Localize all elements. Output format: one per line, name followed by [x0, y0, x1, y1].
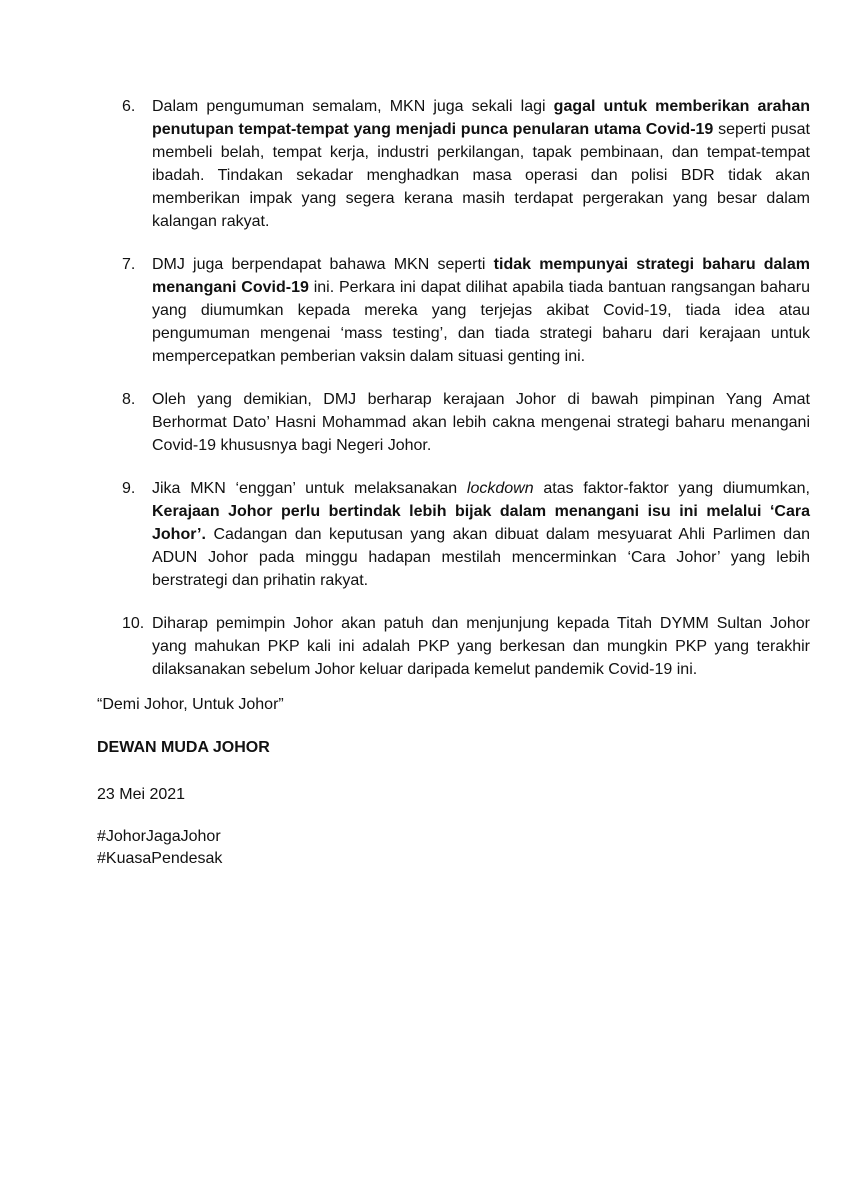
- item-text: DMJ juga berpendapat bahawa MKN seperti: [152, 256, 494, 273]
- organization-name: DEWAN MUDA JOHOR: [97, 739, 270, 756]
- item-number: 9.: [122, 480, 136, 497]
- item-number: 7.: [122, 256, 136, 273]
- list-item: [122, 388, 810, 457]
- list-item: [122, 612, 810, 681]
- bold-text: Kerajaan Johor perlu bertindak lebih bijak dalam menangani isu ini melalui ‘Cara Johor’.: [152, 503, 810, 543]
- item-number: 8.: [122, 391, 136, 408]
- bold-text: tidak mempunyai strategi baharu dalam menangani Covid-19: [152, 256, 811, 296]
- bold-text: gagal untuk memberikan arahan penutupan tempat-tempat yang menjadi punca penularan utama Covid-19: [152, 98, 811, 138]
- statement-list: [122, 95, 810, 701]
- item-text: Dalam pengumuman semalam, MKN juga sekali lagi: [152, 98, 554, 115]
- date: 23 Mei 2021: [97, 786, 186, 803]
- item-number: 10.: [122, 615, 145, 632]
- item-text: seperti pusat membeli belah, tempat kerja, industri perkilangan, tapak pembinaan, dan tempat-tempat ibadah. Tindakan sekadar menghadkan masa operasi dan polisi BDR tidak akan memberikan impak yang segera kerana masih terdapat pergerakan yang besar dalam kalangan rakyat.: [152, 121, 810, 230]
- item-text: Diharap pemimpin Johor akan patuh dan menjunjung kepada Titah DYMM Sultan Johor yang mahukan PKP kali ini adalah PKP yang berkesan dan mungkin PKP yang terakhir dilaksanakan sebelum Johor keluar daripada kemelut pandemik Covid-19 ini.: [152, 615, 810, 678]
- item-number: 6.: [122, 98, 136, 115]
- item-text: Jika MKN ‘enggan’ untuk melaksanakan: [152, 480, 467, 497]
- hashtag: #KuasaPendesak: [97, 850, 223, 867]
- item-text: Cadangan dan keputusan yang akan dibuat dalam mesyuarat Ahli Parlimen dan ADUN Johor pada minggu hadapan mestilah mencerminkan ‘Cara Johor’ yang lebih berstrategi dan prihatin rakyat.: [152, 526, 810, 589]
- slogan: “Demi Johor, Untuk Johor”: [97, 696, 284, 713]
- item-text: Oleh yang demikian, DMJ berharap kerajaan Johor di bawah pimpinan Yang Amat Berhormat Dato’ Hasni Mohammad akan lebih cakna mengenai strategi baharu menangani Covid-19 khususnya bagi Negeri Johor.: [152, 391, 810, 454]
- hashtag: #JohorJagaJohor: [97, 828, 221, 845]
- list-item: [122, 253, 810, 368]
- italic-text: lockdown: [466, 480, 534, 497]
- item-text: ini. Perkara ini dapat dilihat apabila tiada bantuan rangsangan baharu yang diumumkan kepada mereka yang terjejas akibat Covid-19, tiada idea atau pengumuman mengenai ‘mass testing’, dan tiada strategi baharu dari kerajaan untuk mempercepatkan pemberian vaksin dalam situasi genting ini.: [152, 279, 811, 365]
- list-item: [122, 477, 810, 592]
- list-item: [122, 95, 810, 233]
- item-text: atas faktor-faktor yang diumumkan,: [533, 480, 810, 497]
